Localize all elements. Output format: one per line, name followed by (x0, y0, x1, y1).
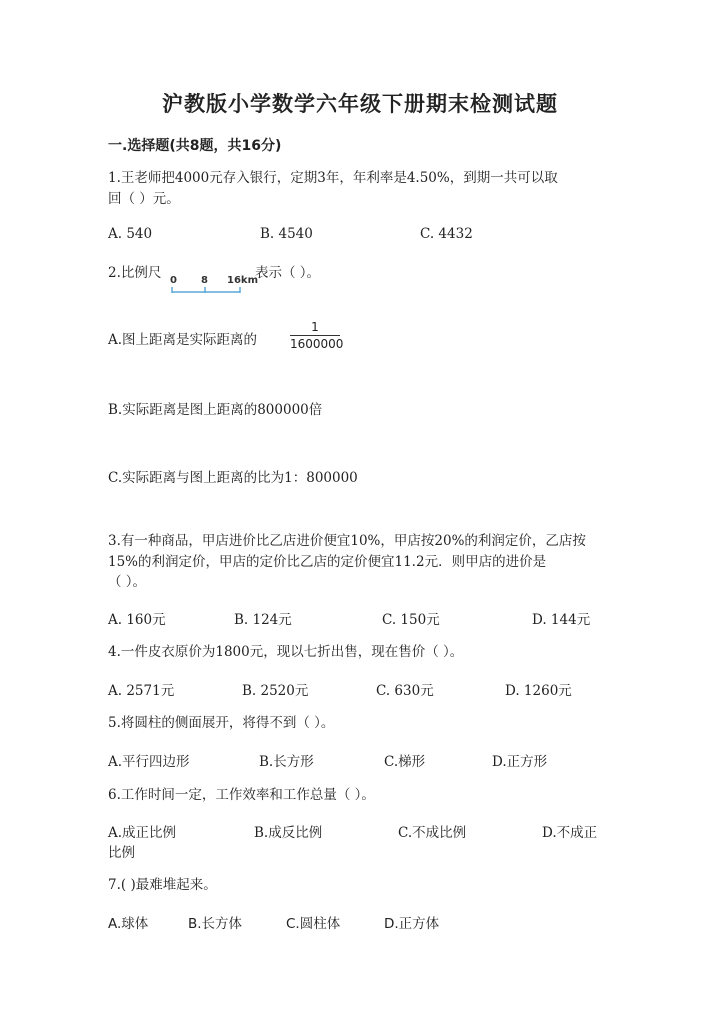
q4-option-b[interactable]: B. 2520元 (242, 683, 309, 699)
question-2-suffix: 表示（ ）。 (255, 265, 321, 281)
q1-option-c[interactable]: C. 4432 (420, 226, 473, 242)
q6-option-b[interactable]: B.成反比例 (254, 825, 323, 841)
q4-option-d[interactable]: D. 1260元 (505, 683, 572, 699)
q6-option-c[interactable]: C.不成比例 (398, 825, 467, 841)
q1-option-b[interactable]: B. 4540 (260, 226, 313, 242)
question-3-line-2: 15%的利润定价，甲店的定价比乙店的定价便宜11.2元．则甲店的进价是 (108, 554, 547, 570)
q4-option-c[interactable]: C. 630元 (376, 683, 434, 699)
scale-bar-figure (170, 273, 260, 297)
q1-option-a[interactable]: A. 540 (108, 226, 153, 242)
fraction-denominator: 1600000 (290, 337, 344, 351)
fraction-numerator: 1 (311, 320, 319, 334)
question-3-line-3: （ ）。 (108, 574, 147, 590)
q7-option-b[interactable]: B.长方体 (188, 916, 243, 932)
question-7-line-1: 7.( )最难堆起来。 (108, 877, 217, 893)
section-heading: 一.选择题(共8题，共16分) (108, 138, 282, 154)
q4-option-a[interactable]: A. 2571元 (108, 683, 175, 699)
scale-bar-icon (170, 273, 260, 297)
q6-option-d-wrap: 比例 (108, 845, 135, 861)
question-2-prefix: 2.比例尺 (108, 265, 162, 281)
q5-option-b[interactable]: B.长方形 (259, 754, 314, 770)
q6-option-a[interactable]: A.成正比例 (108, 825, 177, 841)
q2-option-a-fraction (290, 320, 344, 351)
q7-option-d[interactable]: D.正方体 (384, 916, 440, 932)
question-4-line-1: 4.一件皮衣原价为1800元，现以七折出售，现在售价（ ）。 (108, 644, 464, 660)
fraction-bar (290, 335, 340, 336)
question-6-line-1: 6.工作时间一定，工作效率和工作总量（ ）。 (108, 787, 375, 803)
scale-label-0: 0 (170, 275, 177, 286)
q6-option-d[interactable]: D.不成正 (542, 825, 598, 841)
scale-label-16km: 16km (227, 275, 258, 286)
q3-option-c[interactable]: C. 150元 (382, 612, 440, 628)
q3-option-a[interactable]: A. 160元 (108, 612, 166, 628)
q5-option-d[interactable]: D.正方形 (492, 754, 548, 770)
q2-option-c[interactable]: C.实际距离与图上距离的比为1：800000 (108, 470, 358, 486)
question-1-line-2: 回（ ）元。 (108, 191, 180, 207)
q5-option-a[interactable]: A.平行四边形 (108, 754, 190, 770)
question-1-line-1: 1.王老师把4000元存入银行，定期3年，年利率是4.50%，到期一共可以取 (108, 170, 558, 186)
page-title: 沪教版小学数学六年级下册期末检测试题 (162, 92, 558, 116)
scale-label-8: 8 (201, 275, 208, 286)
q5-option-c[interactable]: C.梯形 (384, 754, 426, 770)
q3-option-b[interactable]: B. 124元 (234, 612, 292, 628)
q3-option-d[interactable]: D. 144元 (532, 612, 591, 628)
q2-option-a[interactable]: A.图上距离是实际距离的 (108, 332, 258, 348)
q7-option-c[interactable]: C.圆柱体 (286, 916, 341, 932)
q7-option-a[interactable]: A.球体 (108, 916, 149, 932)
q2-option-b[interactable]: B.实际距离是图上距离的800000倍 (108, 402, 323, 418)
question-3-line-1: 3.有一种商品，甲店进价比乙店进价便宜10%，甲店按20%的利润定价，乙店按 (108, 533, 586, 549)
question-5-line-1: 5.将圆柱的侧面展开，将得不到（ ）。 (108, 715, 335, 731)
